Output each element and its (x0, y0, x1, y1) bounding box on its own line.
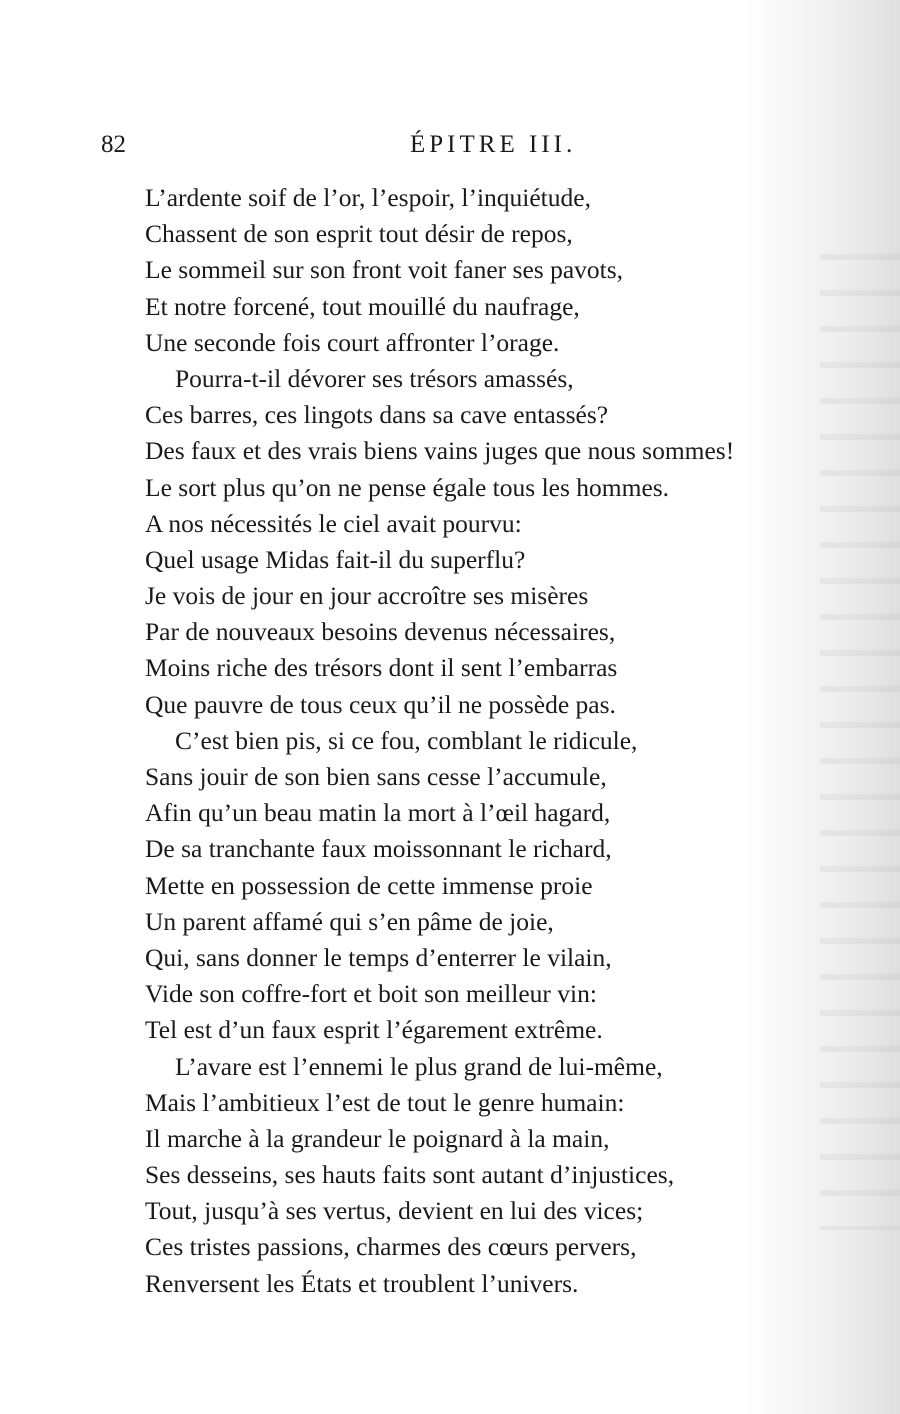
verse-line: Il marche à la grandeur le poignard à la main, (145, 1123, 610, 1153)
verse-line: Des faux et des vrais biens vains juges que nous sommes! (145, 436, 735, 466)
verse-line: Le sommeil sur son front voit faner ses pavots, (145, 255, 624, 285)
verse-line: Un parent affamé qui s’en pâme de joie, (145, 906, 554, 936)
verse-line: Vide son coffre-fort et boit son meilleur vin: (145, 979, 597, 1009)
verse-line: Je vois de jour en jour accroître ses misères (145, 581, 589, 611)
verse-line: Mette en possession de cette immense proie (145, 870, 593, 900)
verse-line: Une seconde fois court affronter l’orage. (145, 327, 560, 357)
verse-line: Chassent de son esprit tout désir de repos, (145, 219, 573, 249)
verse-line: Moins riche des trésors dont il sent l’embarras (145, 653, 618, 683)
verse-line: Pourra-t-il dévorer ses trésors amassés, (175, 363, 574, 393)
verse-line: Quel usage Midas fait-il du superflu? (145, 544, 526, 574)
verse-line: A nos nécessités le ciel avait pourvu: (145, 508, 522, 538)
verse-line: Par de nouveaux besoins devenus nécessaires, (145, 617, 616, 647)
verse-line: Ses desseins, ses hauts faits sont autant d’injustices, (145, 1160, 675, 1190)
verse-line: Sans jouir de son bien sans cesse l’accumule, (145, 762, 607, 791)
running-title: ÉPITRE III. (410, 131, 577, 158)
verse-line: Afin qu’un beau matin la mort à l’œil hagard, (145, 798, 611, 828)
page-number: 82 (101, 131, 126, 158)
verse-line: Et notre forcené, tout mouillé du naufrage, (145, 291, 580, 321)
verse-line: Mais l’ambitieux l’est de tout le genre humain: (145, 1087, 625, 1117)
verse-line: Le sort plus qu’on ne pense égale tous les hommes. (145, 472, 670, 502)
verse-line: Renversent les États et troublent l’univers. (145, 1268, 579, 1298)
verse-line: L’ardente soif de l’or, l’espoir, l’inquiétude, (145, 183, 591, 212)
verse-line: Qui, sans donner le temps d’enterrer le vilain, (145, 942, 612, 972)
page-show-through (820, 230, 900, 1230)
verse-line: Tel est d’un faux esprit l’égarement extrême. (145, 1015, 603, 1045)
verse-line: De sa tranchante faux moissonnant le richard, (145, 834, 612, 864)
verse-line: C’est bien pis, si ce fou, comblant le ridicule, (175, 725, 638, 755)
poem-body (145, 180, 815, 1302)
verse-line: Ces tristes passions, charmes des cœurs pervers, (145, 1232, 637, 1262)
verse-line: L’avare est l’ennemi le plus grand de lui-même, (175, 1051, 663, 1081)
verse-line: Que pauvre de tous ceux qu’il ne possède pas. (145, 689, 616, 719)
verse-line: Ces barres, ces lingots dans sa cave entassés? (145, 400, 609, 430)
verse-line: Tout, jusqu’à ses vertus, devient en lui des vices; (145, 1196, 644, 1226)
